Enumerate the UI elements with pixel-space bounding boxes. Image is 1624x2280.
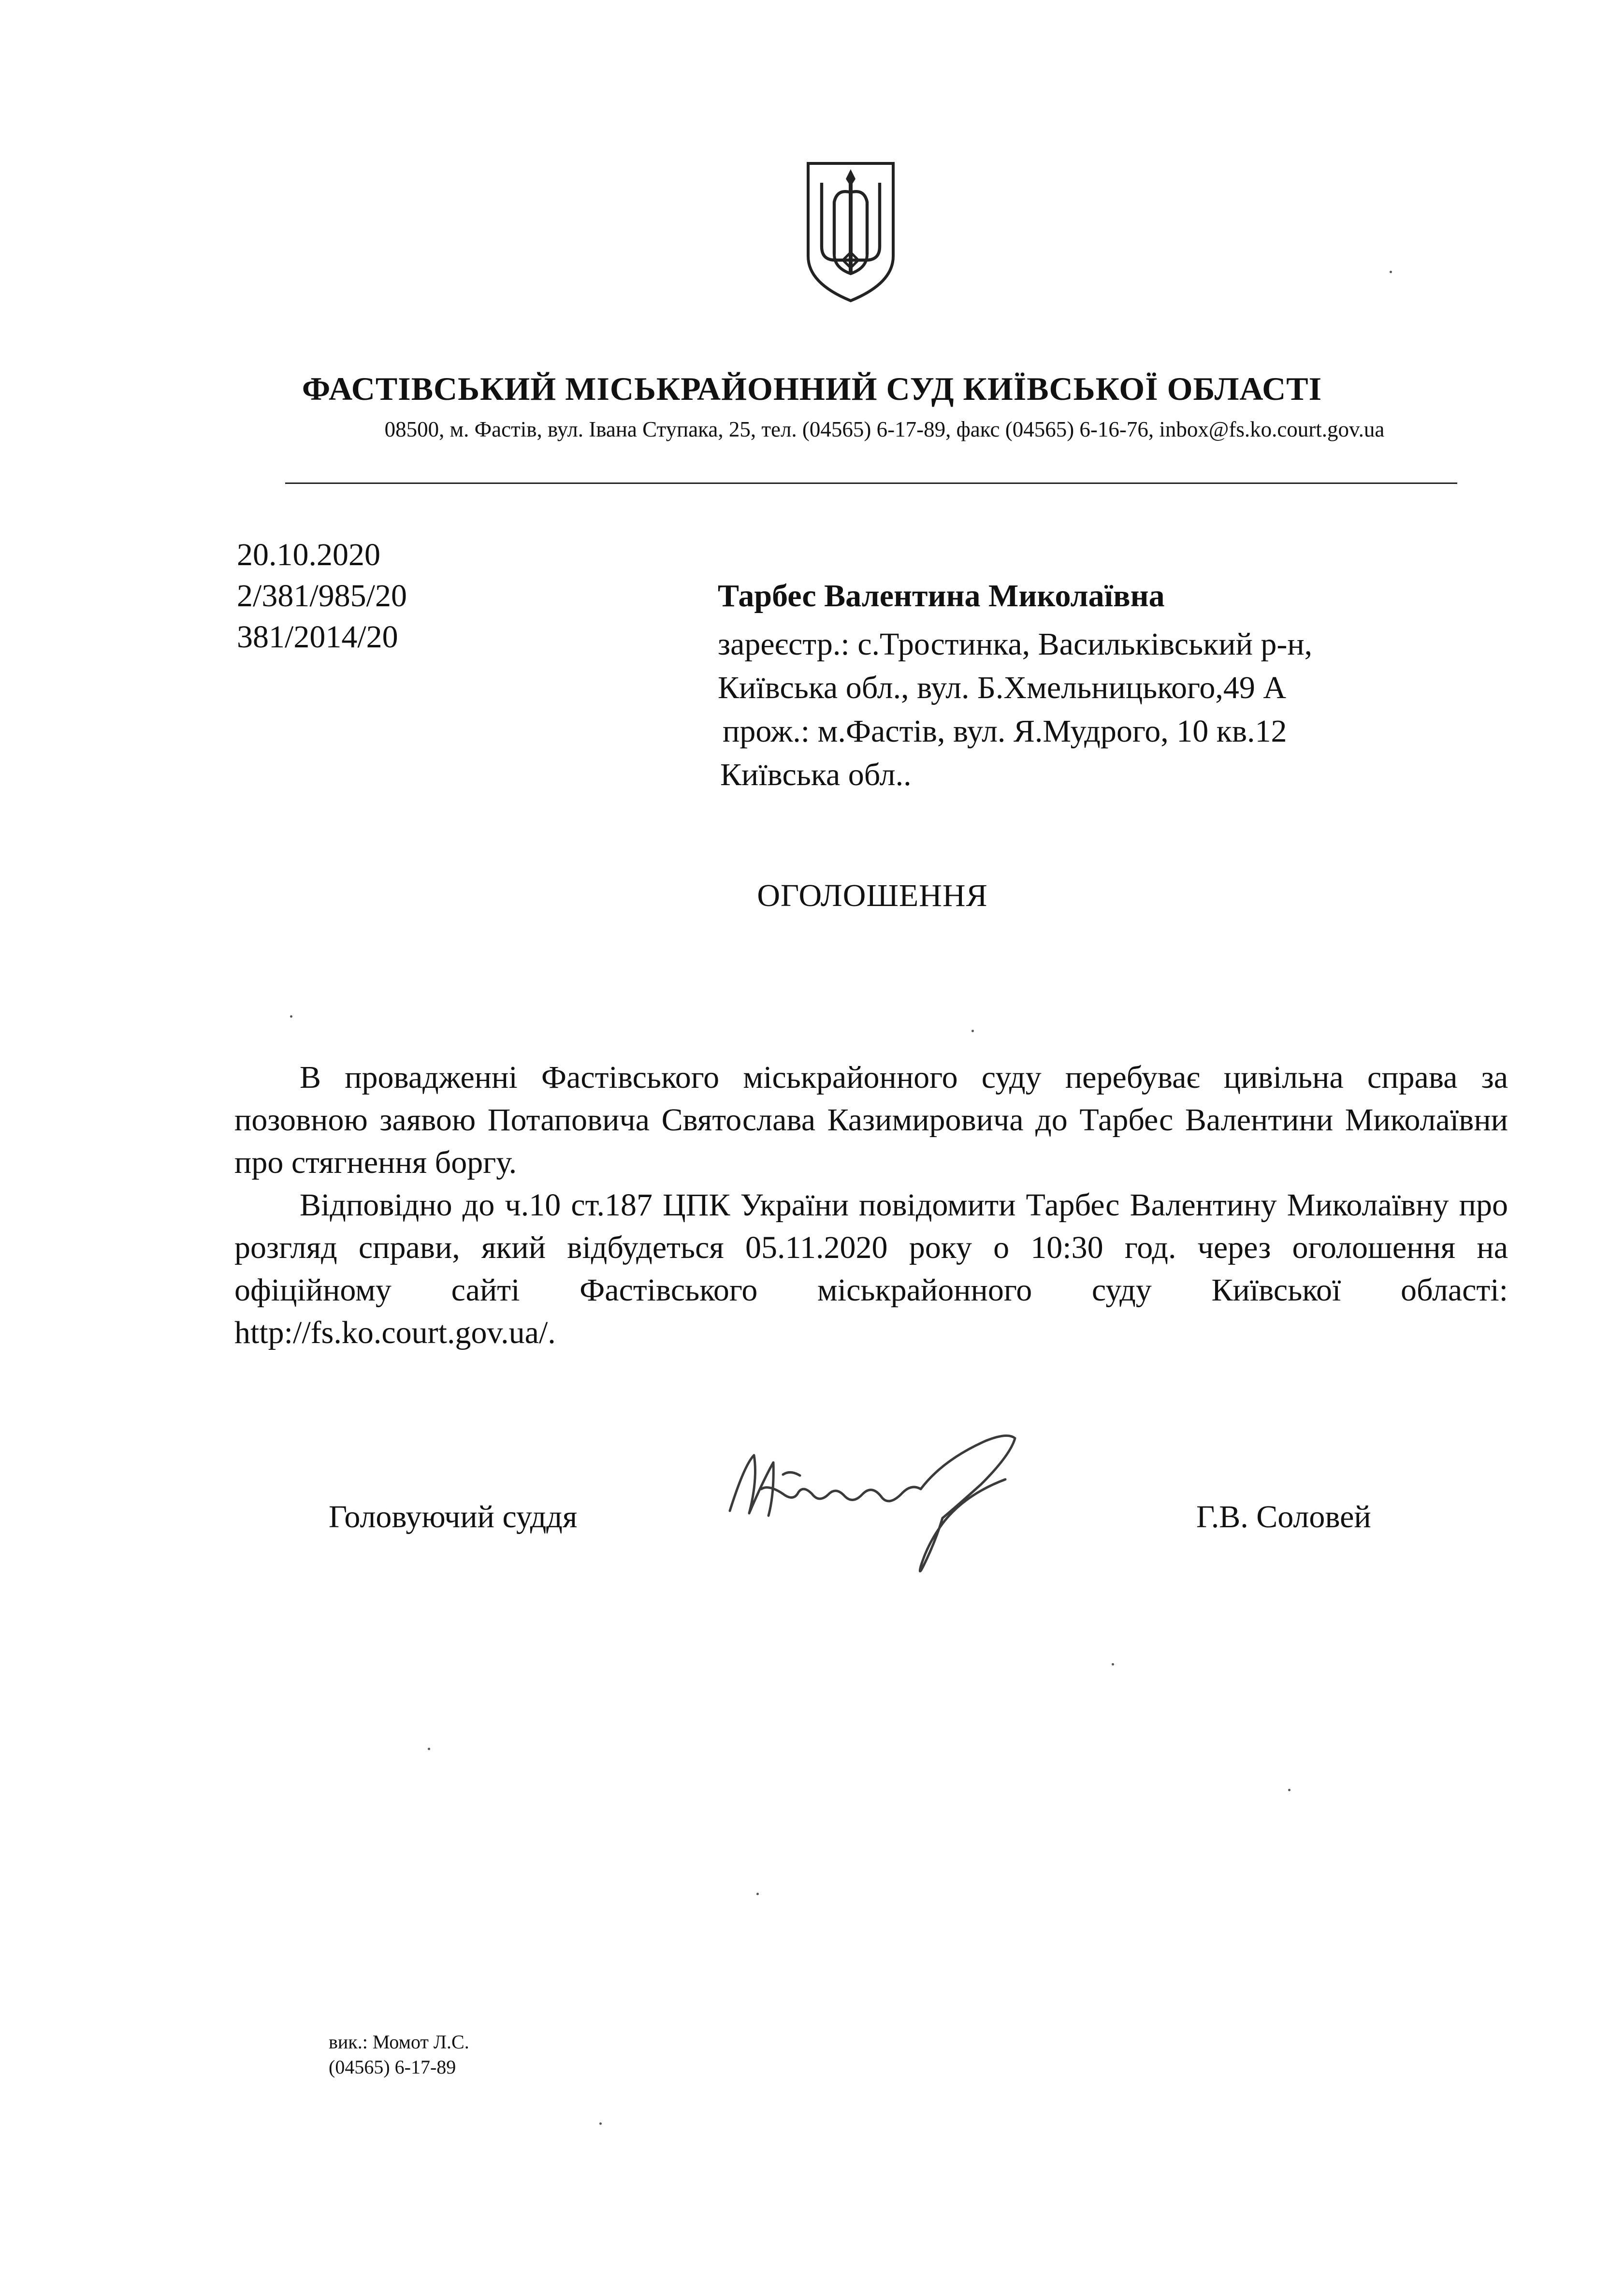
announcement-paragraph: Відповідно до ч.10 ст.187 ЦПК України повідомити Тарбес Валентину Миколаївну про розгляд справи, який відбудеться 05.11.2020 року о 10:30 год. через оголошення на офіційному сайті Фастівського міськрайонного суду Київської області: http://fs.ko.court.gov.ua/. bbox=[234, 1187, 1508, 1350]
header-divider bbox=[285, 482, 1457, 484]
handwritten-signature bbox=[715, 1421, 1044, 1581]
recipient-address-line: Київська обл.. bbox=[720, 757, 912, 792]
scan-speck bbox=[972, 1030, 974, 1032]
scan-speck bbox=[1288, 1789, 1290, 1791]
recipient-address-line: зареєстр.: с.Тростинка, Васильківський р-н, bbox=[718, 627, 1313, 662]
scan-speck bbox=[1112, 1663, 1114, 1666]
signer-title: Головуючий суддя bbox=[329, 1499, 578, 1535]
recipient-address-line: прож.: м.Фастів, вул. Я.Мудрого, 10 кв.12 bbox=[723, 714, 1287, 749]
proceeding-number: 381/2014/20 bbox=[237, 619, 398, 655]
announcement-heading: ОГОЛОШЕННЯ bbox=[757, 878, 988, 913]
announcement-body bbox=[234, 1056, 1508, 1354]
signer-name: Г.В. Соловей bbox=[1196, 1499, 1371, 1535]
coat-of-arms-emblem bbox=[802, 160, 899, 305]
case-number: 2/381/985/20 bbox=[237, 578, 407, 614]
announcement-paragraph: В провадженні Фастівського міськрайонного суду перебуває цивільна справа за позовною заявою Потаповича Святослава Казимировича до Тарбес Валентини Миколаївни про стягнення боргу. bbox=[234, 1060, 1508, 1180]
court-contact-line: 08500, м. Фастів, вул. Івана Ступака, 25, тел. (04565) 6-17-89, факс (04565) 6-16-76, inbox@fs.ko.court.gov.ua bbox=[384, 417, 1385, 441]
scan-speck bbox=[1390, 271, 1392, 273]
executor-phone: (04565) 6-17-89 bbox=[329, 2056, 456, 2078]
scan-speck bbox=[756, 1893, 759, 1895]
scan-speck bbox=[428, 1748, 430, 1750]
court-name-heading: ФАСТІВСЬКИЙ МІСЬКРАЙОННИЙ СУД КИЇВСЬКОЇ ОБЛАСТІ bbox=[302, 370, 1322, 407]
recipient-name: Тарбес Валентина Миколаївна bbox=[718, 578, 1165, 614]
scan-speck bbox=[599, 2122, 602, 2125]
recipient-address-line: Київська обл., вул. Б.Хмельницького,49 А bbox=[718, 670, 1287, 705]
document-date: 20.10.2020 bbox=[237, 537, 380, 572]
scan-speck bbox=[290, 1015, 292, 1018]
executor-line: вик.: Момот Л.С. bbox=[329, 2031, 469, 2053]
